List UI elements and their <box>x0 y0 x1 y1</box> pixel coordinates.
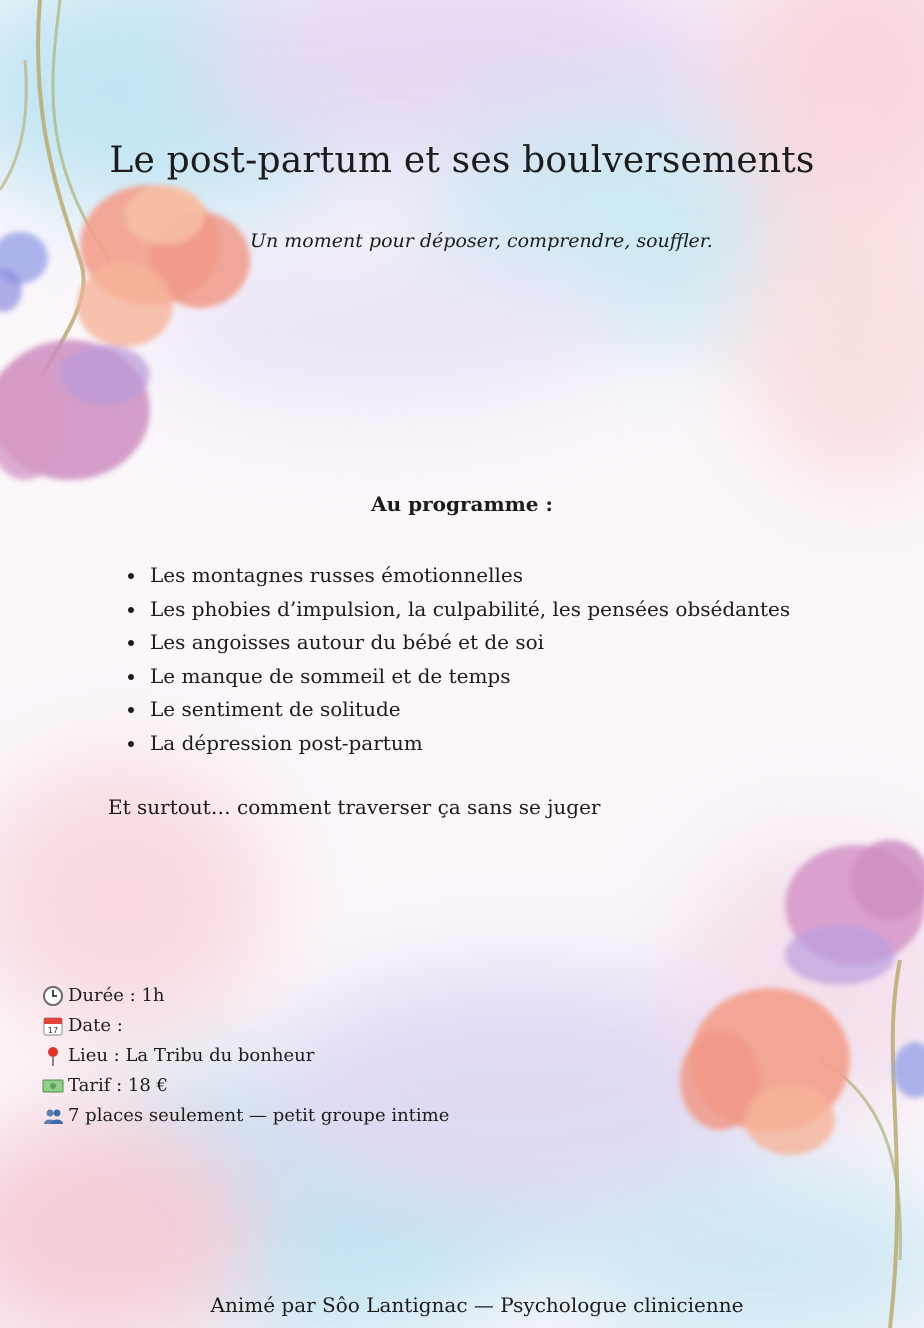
conclusion-text: Et surtout… comment traverser ça sans se juger <box>108 795 601 819</box>
detail-seats <box>42 1101 562 1131</box>
calendar-icon <box>42 1015 64 1037</box>
program-heading: Au programme : <box>371 492 553 516</box>
page-title: Le post-partum et ses boulversements <box>109 140 815 181</box>
detail-duration <box>42 981 562 1011</box>
event-details <box>42 981 562 1131</box>
list-item: Les angoisses autour du bébé et de soi <box>128 626 888 660</box>
duration-text: Durée : 1h <box>68 985 165 1006</box>
list-item: Le manque de sommeil et de temps <box>128 660 888 694</box>
footer-credit: Animé par Sôo Lantignac — Psychologue clinicienne <box>210 1293 744 1317</box>
place-text: Lieu : La Tribu du bonheur <box>68 1045 315 1066</box>
banknote-icon <box>42 1075 64 1097</box>
detail-price <box>42 1071 562 1101</box>
page-subtitle: Un moment pour déposer, comprendre, souffler. <box>250 230 713 252</box>
pin-icon <box>42 1045 64 1067</box>
clock-icon <box>42 985 64 1007</box>
program-list <box>128 559 888 760</box>
list-item: Les montagnes russes émotionnelles <box>128 559 888 593</box>
svg-text:17: 17 <box>47 1026 59 1035</box>
list-item: Les phobies d’impulsion, la culpabilité, les pensées obsédantes <box>128 593 888 627</box>
list-item: La dépression post-partum <box>128 727 888 761</box>
people-icon <box>42 1105 64 1127</box>
detail-place <box>42 1041 562 1071</box>
date-text: Date : <box>68 1015 123 1036</box>
detail-date <box>42 1011 562 1041</box>
seats-text: 7 places seulement — petit groupe intime <box>68 1105 450 1126</box>
list-item: Le sentiment de solitude <box>128 693 888 727</box>
price-text: Tarif : 18 € <box>68 1075 168 1096</box>
